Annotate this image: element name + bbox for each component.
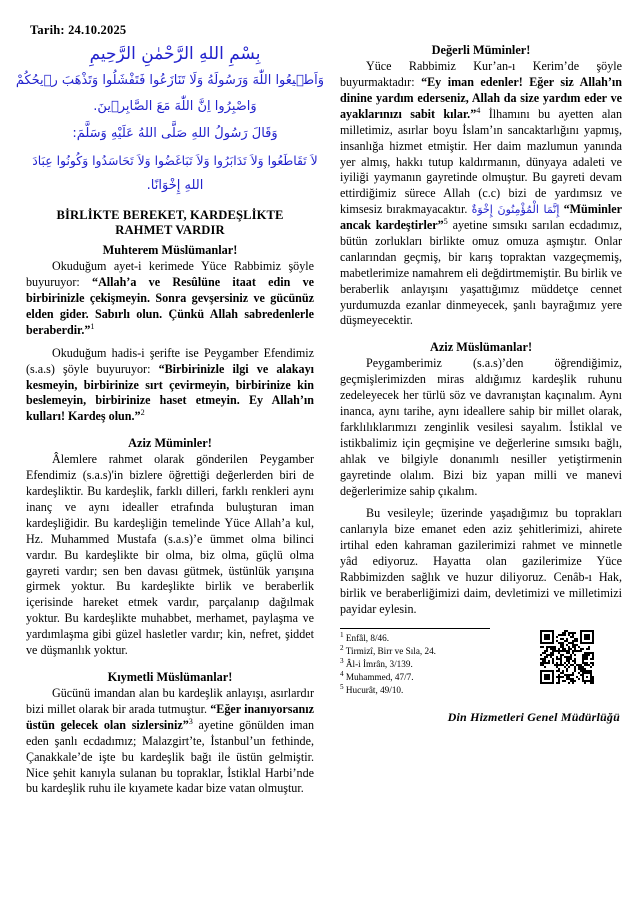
- spacer: [340, 329, 622, 336]
- salutation-2: Aziz Müminler!: [128, 436, 212, 451]
- qr-code[interactable]: [540, 630, 594, 684]
- paragraph-5: [340, 59, 622, 329]
- p5-continuation: İlhamını bu ayetten alan milletimiz, asırlar boyu İslam’ın sancaktarlığını yapmış, insanlığa hizmet etmiştir. Her daim mazlumun yanında yer almış, hakkı tutup kaldırmanın, dünyaya adaleti ve iyiliği yaymanın gayretinde olmuştur. Bu gayreti devam ettirdiğimiz sürece Allah (c.c) bizi de yardımsız ve kimsesiz bırakmayacaktır.: [340, 106, 622, 217]
- footnote-2-text: Tirmizî, Birr ve Sıla, 24.: [343, 645, 436, 656]
- paragraph-8: Bu vesileyle; üzerinde yaşadığımız bu toprakları canlarıyla bize emanet eden aziz şehitlerimizi, ahirete irtihal eden kahraman gazilerimizi rahmet ve minnetle yâd ediyoruz. Hayatta olan gazilerimize Yüce Rabbimizden sağlık ve huzur diliyoruz. Cenâb-ı Hak, birlik ve beraberliğimizi daim, devletimizi ve milletimizi payidar eylesin.: [340, 506, 622, 616]
- inline-arabic-verse: إِنَّمَا الْمُؤْمِنُونَ إِخْوَةٌ: [471, 203, 560, 217]
- spacer: [26, 659, 314, 666]
- hadith-line-2: اللهِ إِخْوَانًا.: [146, 178, 204, 194]
- spacer: [26, 339, 314, 346]
- spacer: [340, 32, 622, 39]
- footnote-5: [340, 684, 622, 697]
- footnote-section: [340, 628, 622, 726]
- footnote-5-num: 5: [340, 682, 344, 691]
- footnote-divider: [340, 628, 490, 629]
- p1-intro: Okuduğum ayet-i kerimede Yüce Rabbimiz şöyle buyuruyor:: [26, 259, 314, 290]
- left-column: [15, 18, 324, 797]
- hadith-intro-line: وَقَالَ رَسُولُ اللهِ صَلَّى اللهُ عَلَيْهِ وَسَلَّمَ:: [72, 125, 278, 141]
- footnote-1-text: Enfâl, 8/46.: [343, 632, 390, 643]
- salutation-3: Kıymetli Müslümanlar!: [107, 669, 233, 684]
- p2-footnote-ref: 2: [140, 408, 145, 418]
- p6-footnote-ref: 5: [443, 217, 448, 227]
- footnote-1-num: 1: [340, 630, 344, 639]
- p4-continuation: ayetine gönülden iman eden şanlı ecdadımız; Malazgirt’te, İstanbul’un fethinde, Çanakkale’de işte bu kardeşlik bağı ile üstün gelmiştir. Nice şehit kanıyla sulanan bu topraklar, İstiklal Harbi’nde bu kardeşlik ruhu ile kıyamete kadar bize vatan olmuştur.: [26, 717, 314, 796]
- p5-footnote-ref: 4: [476, 105, 481, 115]
- p4-intro: Gücünü imandan alan bu kardeşlik anlayışı, asırlardır bizi millet olarak bir arada tutmuştur.: [26, 686, 314, 716]
- p5-quote: “Ey iman edenler! Eğer siz Allah’ın dinine yardım ederseniz, Allah da size yardım eder ve ayaklarınızı sabit kılar.”: [340, 75, 622, 121]
- ayah-line-1: وَاَط۪يعُوا اللّٰهَ وَرَسُولَهُ وَلَا تَنَازَعُوا فَتَفْشَلُوا وَتَذْهَبَ ر۪يحُكُمْ: [15, 72, 324, 88]
- p6-continuation: ayetine sımsıkı sarılan ecdadımız, bütün zorlukları birlikte omuz omuza aşmıştır. Onlar canlarından geçmiş, bir karış topraktan vazgeçmemiş, mabetlerimize namahrem eli değdirtmemiştir. Bu birlik ve beraberlik anlayışını yaşattığımız müddetçe cennet yurdumuzda ezanlar dinmeyecek, şanlı bayrağımız yere düşmeyecektir.: [340, 218, 622, 328]
- p1-quote: “Allah’a ve Resûlüne itaat edin ve birbirinizle çekişmeyin. Sonra gevşersiniz ve gücünüz elden gider. Sabırlı olun. Çünkü Allah sabredenlerle beraberdir.”: [26, 275, 314, 337]
- salutation-4: Değerli Müminler!: [431, 43, 531, 57]
- right-column: [340, 18, 622, 726]
- footnote-3-text: Âl-i İmrân, 3/139.: [343, 658, 413, 669]
- title-line-1: BİRLİKTE BEREKET, KARDEŞLİKTE: [56, 207, 284, 222]
- paragraph-7: Peygamberimiz (s.a.s)’den öğrendiğimiz, geçmişlerimizden miras aldığımız kardeşlik ruhunu zedeleyecek her türlü söz ve davranıştan kaçınalım. Aynı inanca, aynı tarihe, aynı ideallere sahip bir millet olarak, farklılıklarımızı zenginlik vesilesi sayalım. İstiklal ve istikbalimiz için geçmişine ve değerlerine sımsıkı bağlı, ahlak ve bilgiyle donanımlı nesiller yetiştirmenin gayretinde olalım. Bizi biz yapan milli ve manevi değerlerimize sahip çıkalım.: [340, 356, 622, 498]
- footnote-2-num: 2: [340, 643, 344, 652]
- basmala-text: بِسْمِ اللهِ الرَّحْمٰنِ الرَّحِيمِ: [89, 44, 261, 65]
- publisher-signature: Din Hizmetleri Genel Müdürlüğü: [447, 710, 620, 725]
- footnote-3-num: 3: [340, 656, 344, 665]
- p2-intro: Okuduğum hadis-i şerifte ise Peygamber Efendimiz (s.a.s) şöyle buyuruyor:: [26, 345, 314, 376]
- paragraph-1: [26, 259, 314, 338]
- title-line-2: RAHMET VARDIR: [115, 223, 225, 238]
- p6-quote: “Müminler ancak kardeştirler”: [340, 202, 623, 233]
- page-title: [26, 208, 314, 239]
- salutation-5: Aziz Müslümanlar!: [429, 340, 533, 355]
- paragraph-2: [26, 346, 314, 425]
- paragraph-3: Âlemlere rahmet olarak gönderilen Peygamber Efendimiz (s.a.s)'in bizlere öğrettiği değerlerden biri de kardeşliktir. Bu kardeşlik, farklı dilleri, farklı renkleri aynı inanç ve aynı idealler etrafında buluşturan iman kardeşliğidir. Bu kardeşliğin temelinde Yüce Allah’a kul, Hz. Muhammed Mustafa (s.a.s)’e ümmet olma bilinci vardır. Bu kardeşlikte bir olma, biz olma, güçlü olma gayreti vardır; sen ben davası gütmek, üstünlük yarışına girmek yoktur. Bu kardeşlikte birlik ve beraberlik içerisinde hareket etmek vardır, parçalanıp dağılmak yoktur. Bu kardeşlikte muhabbet, merhamet, paylaşma ve yardımlaşma gibi güzel hasletler vardır; kin, nefret, şiddet ve düşmanlık yoktur.: [26, 452, 314, 658]
- hadith-line-1: لاَ تَقَاطَعُوا وَلاَ تَدَابَرُوا وَلاَ تَبَاغَضُوا وَلاَ تَحَاسَدُوا وَكُونُوا عِبَادَ: [32, 152, 318, 168]
- footnote-4-num: 4: [340, 669, 344, 678]
- paragraph-4: [26, 686, 314, 797]
- footnote-4-text: Muhammed, 47/7.: [343, 671, 414, 682]
- arabic-header-block: [15, 44, 324, 199]
- page-columns: [15, 18, 623, 797]
- p4-footnote-ref: 3: [188, 716, 193, 726]
- spacer: [340, 499, 622, 506]
- ayah-line-2: وَاصْبِرُوا اِنَّ اللّٰهَ مَعَ الصَّابِر۪ينَ.: [93, 99, 257, 115]
- p2-quote: “Birbirinizle ilgi ve alakayı kesmeyin, birbirinize sırt çevirmeyin, birbirinize kin beslemeyin, birbirinize haset etmeyin. Ey Allah’ın kulları! Kardeş olun.”: [26, 361, 314, 424]
- p5-intro: Yüce Rabbimiz Kur’an-ı Kerim’de şöyle buyurmaktadır:: [340, 59, 622, 90]
- spacer: [26, 425, 314, 432]
- date-label: Tarih: 24.10.2025: [30, 23, 127, 37]
- salutation-1: Muhterem Müslümanlar!: [102, 243, 238, 258]
- p1-footnote-ref: 1: [90, 321, 95, 331]
- p4-quote: “Eğer inanıyorsanız üstün gelecek olan sizlersiniz”: [26, 701, 314, 732]
- footnote-5-text: Hucurât, 49/10.: [343, 684, 404, 695]
